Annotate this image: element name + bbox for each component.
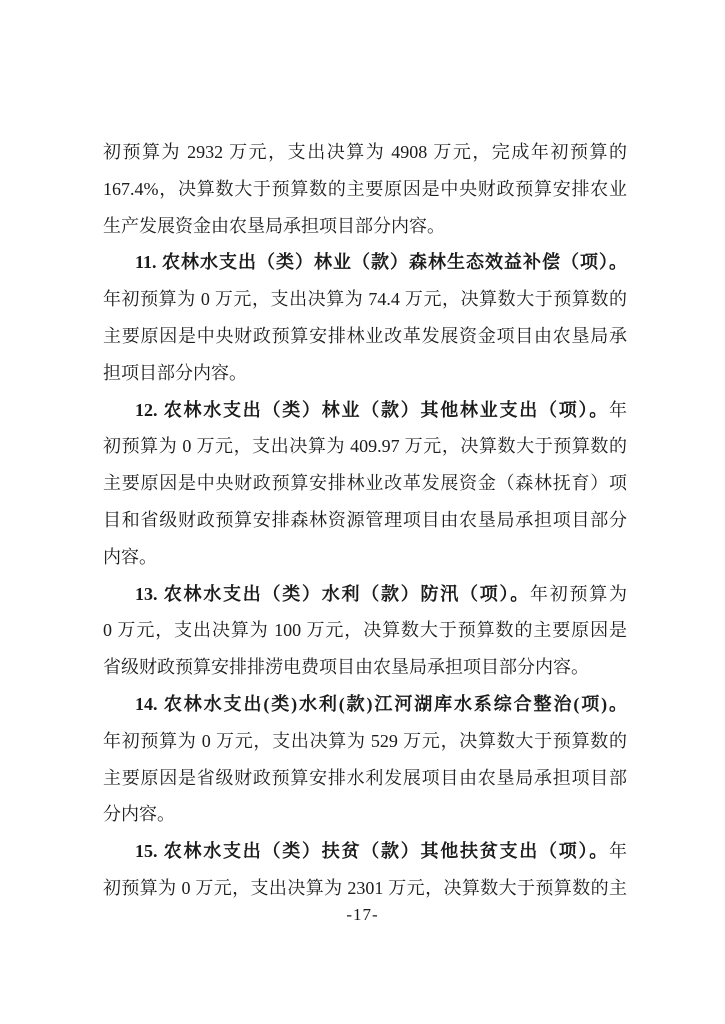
body-text: 初预算为 2932 万元，支出决算为 4908 万元，完成年初预算的 (103, 142, 627, 162)
text-line (103, 465, 627, 502)
body-text: 分内容。 (103, 804, 175, 825)
body-text: 主要原因是省级财政预算安排水利发展项目由农垦局承担项目部 (103, 767, 627, 788)
body-text: 年 (609, 841, 627, 862)
body-text: 年初预算为 0 万元，支出决算为 529 万元，决算数大于预算数的 (103, 730, 627, 751)
text-line (103, 796, 627, 833)
text-line (103, 281, 627, 318)
body-text: 年初预算为 0 万元，支出决算为 74.4 万元，决算数大于预算数的 (103, 289, 627, 310)
text-line (103, 576, 627, 613)
paragraph-heading: 12. 农林水支出（类）林业（款）其他林业支出（项）。 (135, 399, 609, 420)
text-line (103, 723, 627, 760)
text-line (103, 244, 627, 281)
text-line (103, 134, 627, 171)
body-text: 初预算为 0 万元，支出决算为 409.97 万元，决算数大于预算数的 (103, 436, 627, 457)
text-line (103, 686, 627, 723)
text-line (103, 392, 627, 429)
text-line (103, 428, 627, 465)
text-line (103, 171, 627, 208)
paragraph-heading: 13. 农林水支出（类）水利（款）防汛（项）。 (135, 583, 530, 604)
text-line (103, 760, 627, 797)
text-line (103, 649, 627, 686)
body-text: 生产发展资金由农垦局承担项目部分内容。 (103, 215, 445, 236)
body-text: 初预算为 0 万元，支出决算为 2301 万元，决算数大于预算数的主 (103, 877, 627, 898)
paragraph-heading: 11. 农林水支出（类）林业（款）森林生态效益补偿（项）。 (135, 252, 627, 273)
document-lines (103, 134, 627, 907)
text-line (103, 208, 627, 245)
body-text: 目和省级财政预算安排森林资源管理项目由农垦局承担项目部分 (103, 509, 627, 530)
body-text: 167.4%，决算数大于预算数的主要原因是中央财政预算安排农业 (103, 178, 627, 199)
text-line (103, 502, 627, 539)
paragraph-heading: 14. 农林水支出(类)水利(款)江河湖库水系综合整治(项)。 (135, 693, 627, 714)
body-text: 年初预算为 (530, 583, 627, 604)
text-line (103, 318, 627, 355)
body-text: 担项目部分内容。 (103, 362, 247, 383)
body-text: 主要原因是中央财政预算安排林业改革发展资金项目由农垦局承 (103, 325, 627, 346)
body-text: 0 万元，支出决算为 100 万元，决算数大于预算数的主要原因是 (103, 620, 627, 641)
page-number: -17- (346, 905, 379, 924)
text-line (103, 612, 627, 649)
body-text: 主要原因是中央财政预算安排林业改革发展资金（森林抚育）项 (103, 473, 627, 494)
paragraph-heading: 15. 农林水支出（类）扶贫（款）其他扶贫支出（项）。 (135, 841, 609, 862)
body-text: 省级财政预算安排排涝电费项目由农垦局承担项目部分内容。 (103, 657, 589, 678)
text-line (103, 833, 627, 870)
body-text: 内容。 (103, 546, 157, 567)
text-line (103, 355, 627, 392)
body-text: 年 (609, 399, 627, 420)
text-line (103, 539, 627, 576)
